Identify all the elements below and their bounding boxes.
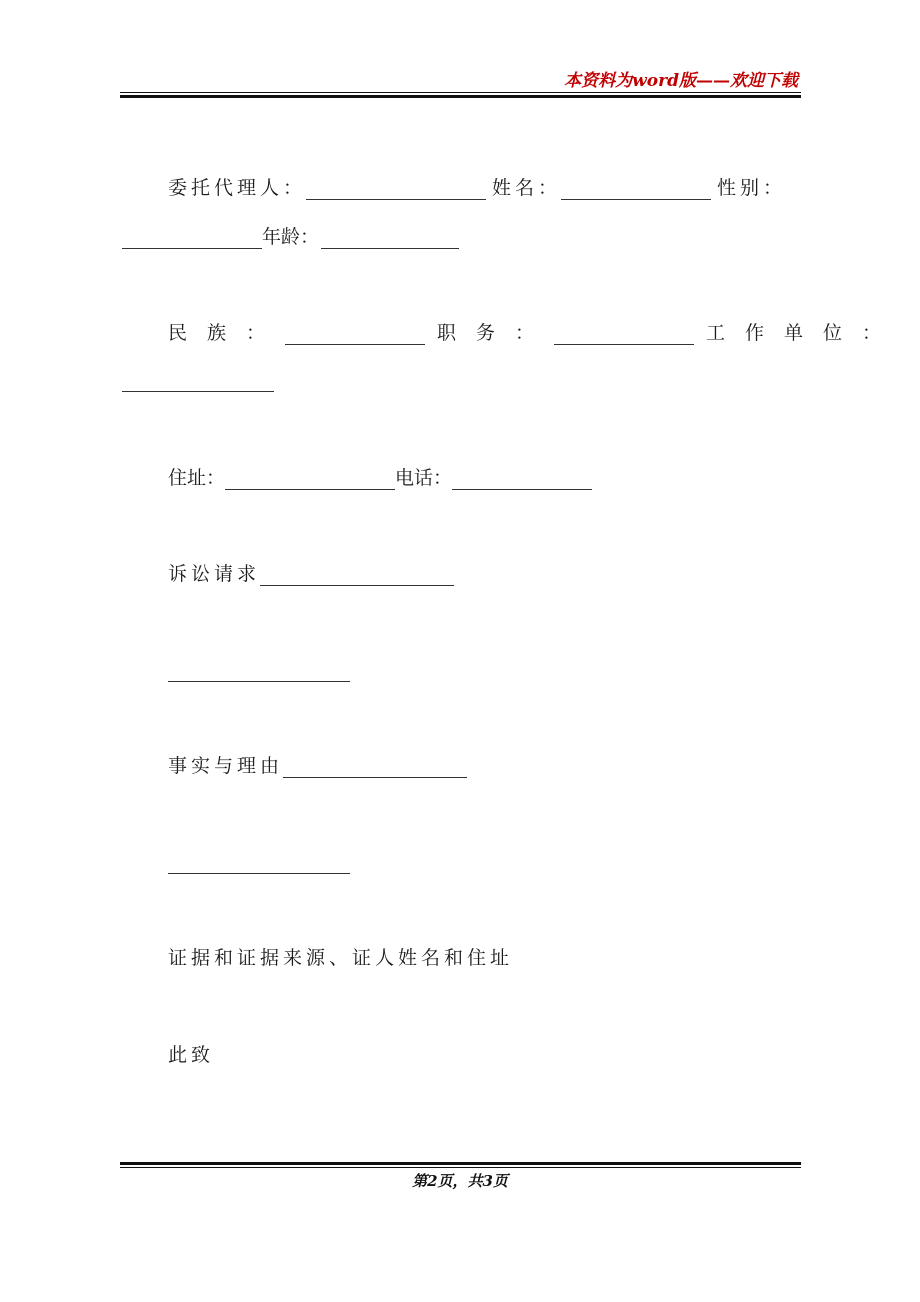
agent-row: [168, 176, 786, 200]
footer-rule-thin: [120, 1167, 801, 1168]
closing-row: [168, 1043, 214, 1067]
header-banner: 本资料为word版——欢迎下载: [564, 71, 798, 91]
facts-label: 事实与理由: [168, 755, 284, 777]
closing-text: 此致: [168, 1044, 215, 1066]
facts-continuation-row: [168, 850, 350, 874]
evidence-label: 证据和证据来源、证人姓名和住址: [168, 947, 514, 969]
claims-label: 诉讼请求: [168, 563, 261, 585]
position-field[interactable]: [554, 324, 694, 345]
position-label: 职务：: [437, 322, 555, 344]
header-rule-thin: [120, 92, 801, 93]
address-label: 住址：: [168, 467, 226, 489]
facts-field[interactable]: [283, 757, 467, 778]
name-label: 姓名：: [492, 177, 562, 199]
footer-rule: [120, 1162, 801, 1165]
phone-label: 电话：: [395, 467, 453, 489]
agent-field[interactable]: [306, 179, 486, 200]
claims-row: [168, 562, 454, 586]
age-field[interactable]: [321, 228, 459, 249]
workplace-field[interactable]: [122, 371, 274, 392]
ethnicity-field[interactable]: [285, 324, 425, 345]
facts-continuation-field[interactable]: [168, 853, 350, 874]
address-field[interactable]: [225, 469, 395, 490]
claims-continuation-row: [168, 658, 350, 682]
address-row: [168, 466, 592, 490]
gender-field[interactable]: [122, 228, 262, 249]
workplace-label: 工作单位：: [706, 322, 902, 344]
workplace-row: [122, 368, 274, 392]
age-label: 年龄：: [262, 226, 320, 248]
name-field[interactable]: [561, 179, 711, 200]
header-rule: [120, 95, 801, 98]
facts-row: [168, 754, 467, 778]
claims-continuation-field[interactable]: [168, 661, 350, 682]
phone-field[interactable]: [452, 469, 592, 490]
ethnicity-label: 民族：: [168, 322, 286, 344]
ethnicity-row: [168, 321, 901, 345]
page-number: 第2页，共3页: [412, 1172, 508, 1190]
gender-label: 性别：: [717, 177, 787, 199]
age-row: [122, 225, 459, 249]
evidence-row: [168, 946, 513, 970]
agent-label: 委托代理人：: [168, 177, 307, 199]
claims-field[interactable]: [260, 565, 454, 586]
